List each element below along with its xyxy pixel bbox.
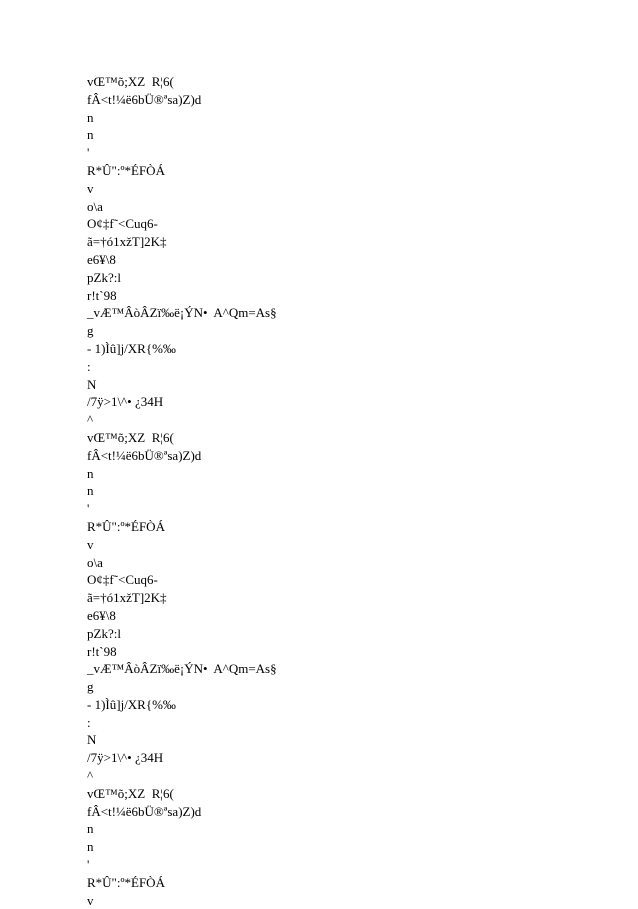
- text-line: N: [87, 376, 97, 392]
- text-line: ã=†ó1xžT]2K‡: [87, 590, 167, 606]
- text-line: r!t`98: [87, 287, 117, 303]
- text-line: :: [87, 714, 91, 730]
- text-line: :: [87, 358, 91, 374]
- text-line: v: [87, 892, 94, 908]
- text-line: ': [87, 501, 90, 517]
- text-line: vŒ™õ;XZ R¦6(: [87, 785, 174, 801]
- text-line: _vÆ™ÂòÂZï‰ë¡ÝN• A^Qm=As§: [87, 305, 277, 321]
- text-line: o\a: [87, 554, 103, 570]
- text-line: n: [87, 839, 94, 855]
- text-line: N: [87, 732, 97, 748]
- text-line: pZk?:l: [87, 269, 121, 285]
- text-line: ^: [87, 412, 94, 428]
- text-line: /7ÿ>1\^• ¿34H: [87, 750, 164, 766]
- text-line: O¢‡f˜<Cuq6-: [87, 572, 158, 588]
- text-line: fÂ<t!¼ë6bÜ®ªsa)Z)d: [87, 447, 202, 463]
- text-line: fÂ<t!¼ë6bÜ®ªsa)Z)d: [87, 803, 202, 819]
- text-line: fÂ<t!¼ë6bÜ®ªsa)Z)d: [87, 91, 202, 107]
- text-line: n: [87, 821, 94, 837]
- text-line: - 1)Ìû]j/XR{%‰: [87, 340, 176, 356]
- text-line: vŒ™õ;XZ R¦6(: [87, 429, 174, 445]
- text-line: n: [87, 465, 94, 481]
- text-line: r!t`98: [87, 643, 117, 659]
- text-line: n: [87, 483, 94, 499]
- text-line: ã=†ó1xžT]2K‡: [87, 234, 167, 250]
- text-line: R*Û":º*ÉFÒÁ: [87, 162, 165, 178]
- text-line: v: [87, 180, 94, 196]
- text-line: e6¥\8: [87, 607, 116, 623]
- text-line: R*Û":º*ÉFÒÁ: [87, 518, 165, 534]
- text-line: g: [87, 679, 94, 695]
- text-line: _vÆ™ÂòÂZï‰ë¡ÝN• A^Qm=As§: [87, 661, 277, 677]
- text-line: ^: [87, 768, 94, 784]
- text-line: - 1)Ìû]j/XR{%‰: [87, 696, 176, 712]
- text-line: g: [87, 323, 94, 339]
- text-line: v: [87, 536, 94, 552]
- text-line: n: [87, 109, 94, 125]
- text-line: n: [87, 127, 94, 143]
- text-line: e6¥\8: [87, 251, 116, 267]
- text-line: ': [87, 145, 90, 161]
- text-line: ': [87, 857, 90, 873]
- garbled-text-block: [87, 73, 607, 909]
- text-line: R*Û":º*ÉFÒÁ: [87, 874, 165, 890]
- text-line: /7ÿ>1\^• ¿34H: [87, 394, 164, 410]
- text-line: O¢‡f˜<Cuq6-: [87, 216, 158, 232]
- text-line: vŒ™õ;XZ R¦6(: [87, 74, 174, 89]
- text-line: pZk?:l: [87, 625, 121, 641]
- text-line: o\a: [87, 198, 103, 214]
